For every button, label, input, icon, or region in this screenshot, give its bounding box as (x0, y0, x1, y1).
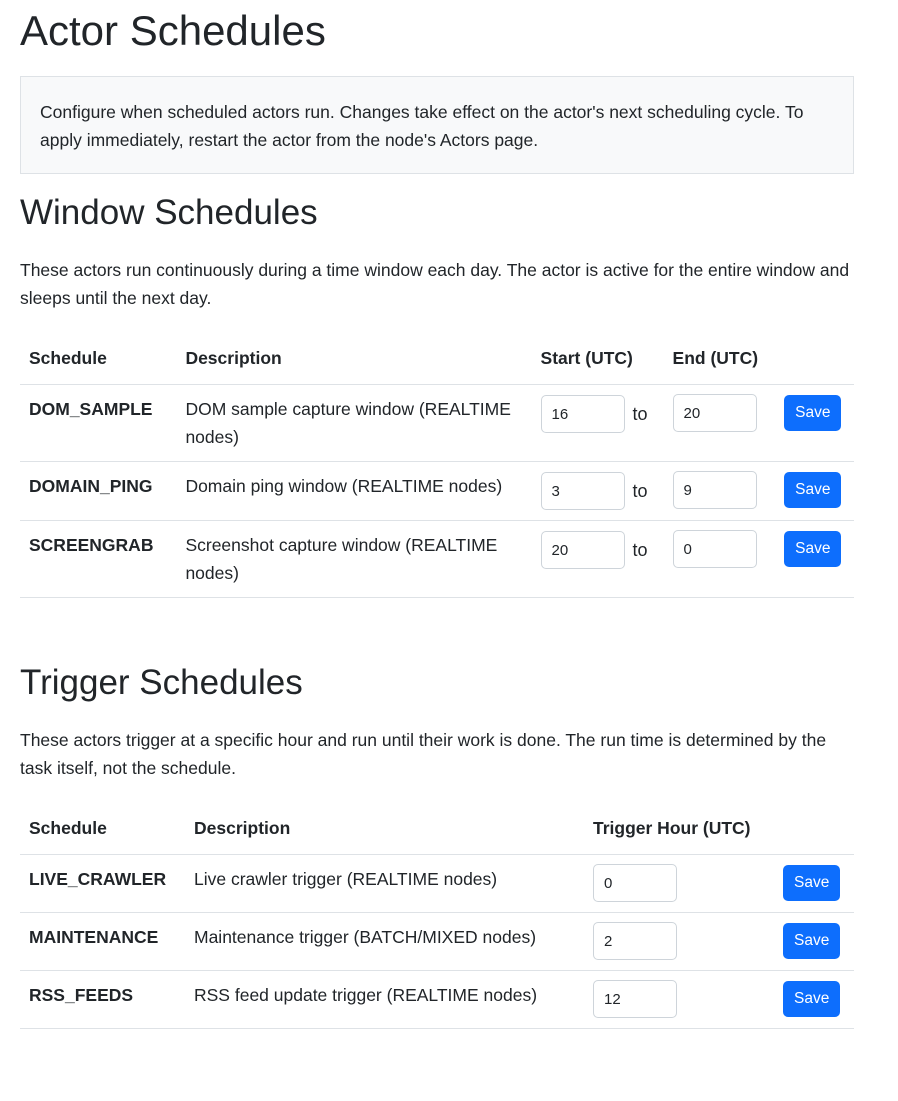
window-schedules-heading: Window Schedules (20, 193, 318, 232)
schedule-name: DOM_SAMPLE (20, 385, 176, 462)
schedule-name: LIVE_CRAWLER (20, 855, 185, 913)
page-title: Actor Schedules (20, 7, 326, 54)
end-hour-input[interactable] (673, 530, 757, 568)
schedule-name: MAINTENANCE (20, 913, 185, 971)
table-header-row (20, 344, 854, 385)
trigger-schedules-heading: Trigger Schedules (20, 663, 303, 702)
schedule-name: RSS_FEEDS (20, 971, 185, 1029)
end-hour-input[interactable] (673, 394, 757, 432)
to-label: to (632, 404, 648, 424)
save-button[interactable]: Save (784, 531, 841, 567)
save-button[interactable]: Save (783, 923, 840, 959)
trigger-hour-input[interactable] (593, 922, 677, 960)
trigger-hour-input[interactable] (593, 980, 677, 1018)
schedule-description: Maintenance trigger (BATCH/MIXED nodes) (185, 913, 584, 971)
info-text: Configure when scheduled actors run. Changes take effect on the actor's next scheduling cycle. To apply immediately, restart the actor from the node's Actors page. (40, 102, 804, 150)
start-hour-input[interactable] (541, 395, 625, 433)
table-row (20, 385, 854, 462)
table-row (20, 521, 854, 598)
col-header-schedule: Schedule (20, 344, 176, 385)
window-schedules-table (20, 344, 854, 598)
col-header-trigger-hour: Trigger Hour (UTC) (584, 814, 774, 855)
col-header-actions (774, 814, 854, 855)
schedule-name: SCREENGRAB (20, 521, 176, 598)
table-header-row (20, 814, 854, 855)
end-hour-input[interactable] (673, 471, 757, 509)
trigger-hour-input[interactable] (593, 864, 677, 902)
save-button[interactable]: Save (783, 981, 840, 1017)
start-hour-input[interactable] (541, 531, 625, 569)
schedule-description: Domain ping window (REALTIME nodes) (176, 462, 531, 521)
window-schedules-intro: These actors run continuously during a time window each day. The actor is active for the entire window and sleeps until the next day. (20, 260, 850, 308)
table-row (20, 971, 854, 1029)
col-header-end: End (UTC) (664, 344, 776, 385)
schedule-description: DOM sample capture window (REALTIME nodes) (176, 385, 531, 462)
table-row (20, 855, 854, 913)
save-button[interactable]: Save (784, 472, 841, 508)
schedule-description: Screenshot capture window (REALTIME nodes) (176, 521, 531, 598)
schedule-description: RSS feed update trigger (REALTIME nodes) (185, 971, 584, 1029)
table-row (20, 462, 854, 521)
col-header-description: Description (176, 344, 531, 385)
to-label: to (632, 481, 648, 501)
col-header-actions (775, 344, 854, 385)
to-label: to (632, 540, 648, 561)
save-button[interactable]: Save (784, 395, 841, 431)
save-button[interactable]: Save (783, 865, 840, 901)
trigger-schedules-table (20, 814, 854, 1029)
info-alert (20, 76, 854, 174)
col-header-description: Description (185, 814, 584, 855)
col-header-start: Start (UTC) (532, 344, 664, 385)
schedule-name: DOMAIN_PING (20, 462, 176, 521)
col-header-schedule: Schedule (20, 814, 185, 855)
start-hour-input[interactable] (541, 472, 625, 510)
schedule-description: Live crawler trigger (REALTIME nodes) (185, 855, 584, 913)
table-row (20, 913, 854, 971)
trigger-schedules-intro: These actors trigger at a specific hour and run until their work is done. The run time is determined by the task itself, not the schedule. (20, 730, 827, 778)
